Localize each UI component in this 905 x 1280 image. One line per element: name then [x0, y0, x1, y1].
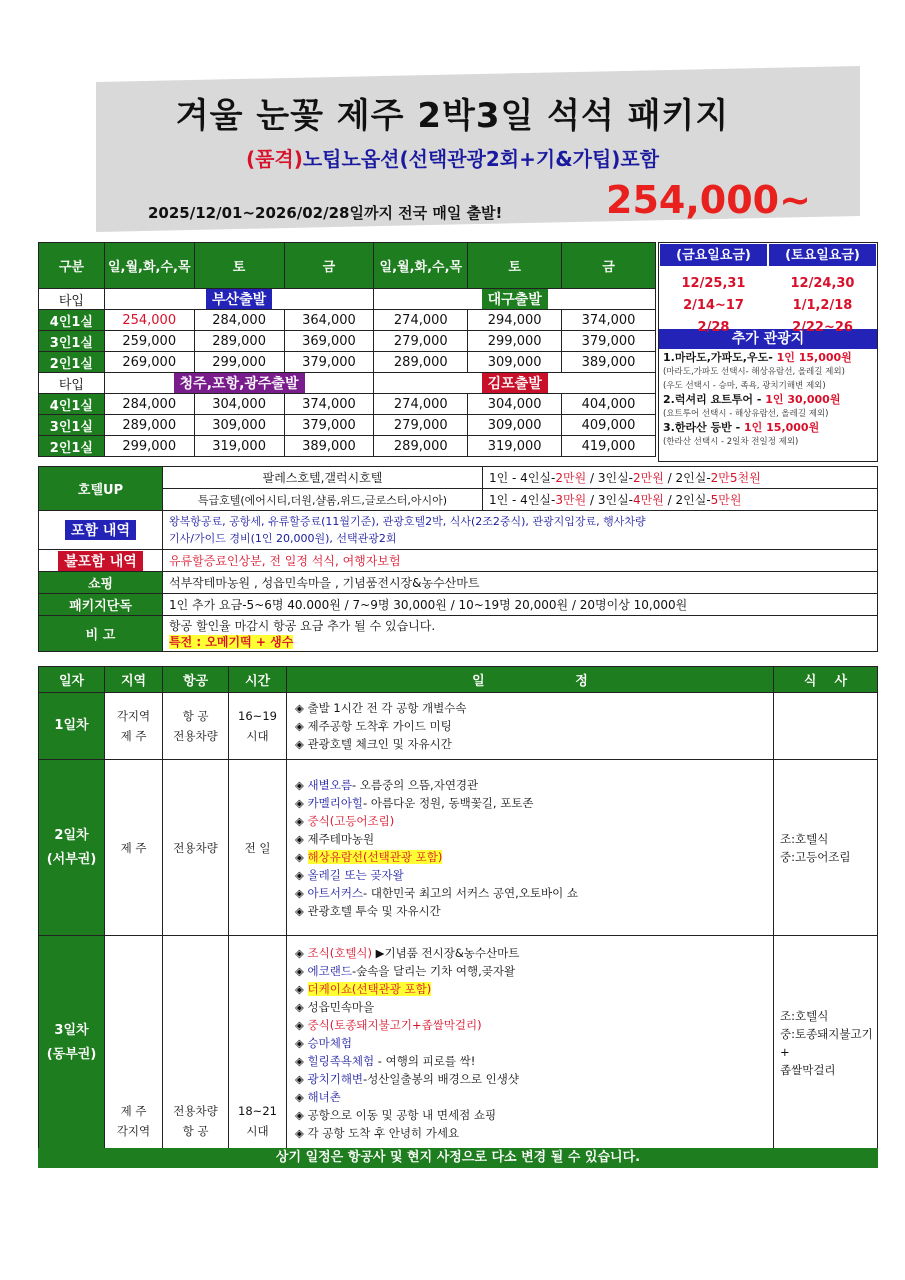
footer-text: 상기 일정은 항공사 및 현지 사정으로 다소 변경 될 수 있습니다.	[275, 1150, 641, 1165]
diamond-bullet-icon: ◈	[295, 981, 308, 996]
price-cell: 289,000	[374, 352, 468, 373]
day-area: (서부권)	[46, 851, 97, 867]
sched-header: 일 정	[287, 667, 774, 693]
schedule-table	[38, 666, 878, 1150]
hotel-option-price	[483, 489, 878, 511]
hotel-option: 특급호텔(에어시티,더원,샬롬,위드,글로스터,아시아)	[163, 489, 483, 511]
region-cell: 제 주 각지역	[105, 936, 163, 1150]
price-cell: 374,000	[562, 310, 656, 331]
diamond-bullet-icon: ◈	[295, 999, 308, 1014]
itinerary-item	[295, 1052, 765, 1070]
price-cell: 304,000	[468, 394, 562, 415]
room-type: 4인1실	[39, 310, 105, 331]
headline-price: 254,000~	[606, 178, 811, 222]
diamond-bullet-icon: ◈	[295, 813, 308, 828]
type-label: 타입	[39, 289, 105, 310]
itinerary-title: 카멜리아힐	[307, 795, 364, 810]
extra-tours-title: 추가 관광지	[659, 329, 877, 349]
sched-header: 항공	[163, 667, 229, 693]
special-dates-header	[659, 243, 877, 267]
price-row	[39, 436, 656, 457]
price-cell: 284,000	[194, 310, 284, 331]
price-cell: 364,000	[284, 310, 374, 331]
meal-cell: 조:호텔식 중:토종돼지불고기+ 좁쌀막걸리	[774, 936, 878, 1150]
price-text: 2만원	[633, 471, 664, 485]
col-header: 금	[284, 243, 374, 289]
subtitle-text: 노팁노옵션(선택관광2회+기&가팁)포함	[302, 147, 660, 171]
day-area: (동부권)	[46, 1046, 97, 1062]
room-type: 2인1실	[39, 352, 105, 373]
price-cell: 379,000	[284, 352, 374, 373]
schedule-day	[39, 936, 878, 1150]
price-cell: 299,000	[104, 436, 194, 457]
col-header: 금	[562, 243, 656, 289]
price-row	[39, 415, 656, 436]
itinerary-item	[295, 866, 765, 884]
diamond-bullet-icon: ◈	[295, 795, 308, 810]
diamond-bullet-icon: ◈	[295, 1035, 308, 1050]
sched-header: 식 사	[774, 667, 878, 693]
price-cell: 294,000	[468, 310, 562, 331]
itinerary-desc: - 오름중의 으뜸,자연경관	[351, 777, 479, 792]
include-line: 왕복항공료, 공항세, 유류할증료(11월기준), 관광호텔2박, 식사(2조2중식), 관광지입장료, 행사차량	[169, 515, 646, 528]
section-daegu: 대구출발	[482, 289, 548, 309]
day-number: 3일차	[54, 1022, 89, 1038]
price-text: / 3인실-	[586, 493, 633, 507]
section-busan: 부산출발	[206, 289, 272, 309]
col-header: 일,월,화,수,목	[374, 243, 468, 289]
diamond-bullet-icon: ◈	[295, 849, 308, 864]
extra-tours-list	[659, 349, 877, 451]
price-cell: 389,000	[284, 436, 374, 457]
day-label	[39, 936, 105, 1150]
date-item: 12/25,31	[681, 276, 746, 291]
itinerary-item	[295, 1106, 765, 1124]
day-label	[39, 760, 105, 936]
transport-cell: 전용차량	[163, 760, 229, 936]
date-item: 2/22~26	[792, 320, 853, 335]
date-item: 2/28	[697, 320, 730, 335]
price-cell: 319,000	[194, 436, 284, 457]
itinerary-item	[295, 884, 765, 902]
note-row	[39, 616, 878, 652]
exclude-label: 불포함 내역	[58, 551, 143, 571]
price-cell: 279,000	[374, 415, 468, 436]
itinerary-desc: - 대한민국 최고의 서커스 공연,오토바이 쇼	[363, 885, 578, 900]
price-cell: 404,000	[562, 394, 656, 415]
col-header: 토	[468, 243, 562, 289]
extra-tour-note: (한라산 선택시 - 2일차 전일정 제외)	[663, 437, 799, 447]
price-cell: 309,000	[468, 352, 562, 373]
itinerary-title: 제주공항 도착후 가이드 미팅	[307, 719, 452, 733]
price-text: 1인 - 4인실-	[489, 493, 556, 507]
itinerary-title: 힐링족욕체험	[307, 1053, 375, 1068]
price-row	[39, 310, 656, 331]
schedule-header	[39, 667, 878, 693]
price-cell: 299,000	[194, 352, 284, 373]
price-row	[39, 331, 656, 352]
itinerary-item	[295, 848, 765, 866]
itinerary-item	[295, 830, 765, 848]
itinerary-title: 제주테마농원	[307, 831, 375, 846]
price-cell: 289,000	[194, 331, 284, 352]
diamond-bullet-icon: ◈	[295, 719, 308, 733]
itinerary-item	[295, 794, 765, 812]
itinerary-title: 해녀촌	[307, 1089, 341, 1104]
hotel-row	[39, 467, 878, 489]
package-row	[39, 594, 878, 616]
price-cell: 379,000	[284, 415, 374, 436]
day-number: 2일차	[54, 827, 89, 843]
itinerary-title: 아트서커스	[307, 885, 364, 900]
saturday-dates	[768, 267, 877, 335]
diamond-bullet-icon: ◈	[295, 945, 308, 960]
sched-header: 일자	[39, 667, 105, 693]
itinerary-title: 관광호텔 투숙 및 자유시간	[307, 903, 441, 918]
shopping-row	[39, 572, 878, 594]
include-label: 포함 내역	[65, 520, 136, 540]
itinerary-item	[295, 998, 765, 1016]
col-header: 구분	[39, 243, 105, 289]
package-text: 1인 추가 요금-5~6명 40.000원 / 7~9명 30,000원 / 10~19명 20,000원 / 20명이상 10,000원	[163, 594, 878, 616]
include-text	[163, 511, 878, 550]
shopping-text: 석부작테마농원 , 성읍민속마을 , 기념품전시장&농수산마트	[163, 572, 878, 594]
diamond-bullet-icon: ◈	[295, 963, 308, 978]
diamond-bullet-icon: ◈	[295, 831, 308, 846]
room-type: 2인1실	[39, 436, 105, 457]
itinerary-item	[295, 1070, 765, 1088]
include-row	[39, 511, 878, 550]
price-table	[38, 242, 656, 457]
diamond-bullet-icon: ◈	[295, 701, 308, 715]
extra-tour-name: 1.마라도,가파도,우도-	[663, 351, 777, 364]
time-cell: 전 일	[229, 760, 287, 936]
price-cell: 289,000	[374, 436, 468, 457]
itinerary-item	[295, 1034, 765, 1052]
price-text: 3만원	[555, 493, 587, 507]
itinerary-item	[295, 812, 765, 830]
diamond-bullet-icon: ◈	[295, 737, 308, 751]
itinerary-item	[295, 717, 765, 735]
price-cell: 309,000	[194, 415, 284, 436]
price-cell: 409,000	[562, 415, 656, 436]
package-label: 패키지단독	[39, 594, 163, 616]
extra-tour-item	[663, 421, 873, 435]
itinerary-title: 승마체험	[307, 1035, 352, 1050]
note-line: 항공 할인율 마감시 항공 요금 추가 될 수 있습니다.	[169, 618, 436, 633]
price-text: 5만원	[710, 493, 742, 507]
price-text: 1인 - 4인실-	[489, 471, 556, 485]
itinerary-title: 더케이쇼(선택관광 포함)	[307, 981, 432, 996]
extra-tour-note: (요트투어 선택시 - 해상유람선, 올레길 제외)	[663, 409, 829, 419]
price-cell: 379,000	[562, 331, 656, 352]
extra-tour-name: 3.한라산 등반 -	[663, 421, 745, 434]
hotel-option: 팔레스호텔,갤럭시호텔	[163, 467, 483, 489]
room-type: 4인1실	[39, 394, 105, 415]
friday-dates	[659, 267, 768, 335]
saturday-rate-header: (토요일요금)	[768, 243, 877, 267]
itinerary-title: 광치기해변	[307, 1071, 364, 1086]
itinerary-cell	[287, 760, 774, 936]
day-number: 1일차	[54, 718, 89, 733]
price-text: 2만원	[555, 471, 587, 485]
itinerary-title: 출발 1시간 전 각 공항 개별수속	[307, 701, 467, 715]
itinerary-item	[295, 962, 765, 980]
note-label: 비 고	[39, 616, 163, 652]
price-cell: 259,000	[104, 331, 194, 352]
diamond-bullet-icon: ◈	[295, 1125, 308, 1140]
col-header: 토	[194, 243, 284, 289]
diamond-bullet-icon: ◈	[295, 777, 308, 792]
exclude-text: 유류할증료인상분, 전 일정 석식, 여행자보험	[163, 550, 878, 572]
price-cell: 279,000	[374, 331, 468, 352]
itinerary-item	[295, 735, 765, 753]
itinerary-title: 각 공항 도착 후 안녕히 가세요	[307, 1125, 460, 1140]
itinerary-item	[295, 1016, 765, 1034]
itinerary-desc: ▶기념품 전시장&농수산마트	[372, 945, 520, 960]
time-cell: 18~21 시대	[229, 936, 287, 1150]
price-cell: 284,000	[104, 394, 194, 415]
meal-cell: 조:호텔식 중:고등어조림	[774, 760, 878, 936]
price-cell: 274,000	[374, 310, 468, 331]
itinerary-title: 해상유람선(선택관광 포함)	[307, 849, 443, 864]
region-cell: 제 주	[105, 760, 163, 936]
price-cell: 289,000	[104, 415, 194, 436]
transport-cell: 전용차량 항 공	[163, 936, 229, 1150]
itinerary-title: 조식(호텔식)	[307, 945, 373, 960]
date-item: 1/1,2/18	[792, 298, 853, 313]
itinerary-item	[295, 1124, 765, 1142]
extra-tour-name: 2.럭셔리 요트투어 -	[663, 393, 766, 406]
extra-tour-price: 1인 15,000원	[744, 421, 820, 434]
itinerary-item	[295, 980, 765, 998]
price-text: / 2인실-	[663, 471, 711, 485]
price-cell: 309,000	[468, 415, 562, 436]
section-cheongju: 청주,포항,광주출발	[174, 373, 305, 393]
price-cell: 369,000	[284, 331, 374, 352]
date-item: 2/14~17	[683, 298, 744, 313]
itinerary-desc: -숲속을 달리는 기차 여행,곶자왈	[351, 963, 516, 978]
itinerary-item	[295, 776, 765, 794]
diamond-bullet-icon: ◈	[295, 903, 308, 918]
footer-notice	[38, 1148, 878, 1168]
note-text	[163, 616, 878, 652]
type-label: 타입	[39, 373, 105, 394]
itinerary-title: 성읍민속마을	[307, 999, 375, 1014]
diamond-bullet-icon: ◈	[295, 1107, 308, 1122]
hotel-row	[39, 489, 878, 511]
page-title: 겨울 눈꽃 제주 2박3일 석석 패키지	[175, 96, 730, 136]
diamond-bullet-icon: ◈	[295, 1071, 308, 1086]
price-cell: 389,000	[562, 352, 656, 373]
departure-dates: 2025/12/01~2026/02/28일까지 전국 매일 출발!	[148, 204, 503, 222]
itinerary-title: 중식(고등어조림)	[307, 813, 395, 828]
col-header: 일,월,화,수,목	[104, 243, 194, 289]
day-label	[39, 693, 105, 760]
price-text: / 3인실-	[586, 471, 633, 485]
exclude-row	[39, 550, 878, 572]
itinerary-item	[295, 699, 765, 717]
include-line: 기사/가이드 경비(1인 20,000원), 선택관광2회	[169, 532, 397, 545]
price-cell: 274,000	[374, 394, 468, 415]
sched-header: 시간	[229, 667, 287, 693]
room-type: 3인1실	[39, 331, 105, 352]
extra-tour-price: 1인 30,000원	[765, 393, 841, 406]
header-banner	[0, 84, 905, 234]
transport-cell: 항 공 전용차량	[163, 693, 229, 760]
price-cell: 254,000	[104, 310, 194, 331]
itinerary-item	[295, 1088, 765, 1106]
itinerary-desc: - 아름다운 정원, 동백꽃길, 포토존	[363, 795, 534, 810]
itinerary-item	[295, 902, 765, 920]
hotel-up-label: 호텔UP	[39, 467, 163, 511]
friday-rate-header: (금요일요금)	[659, 243, 768, 267]
section-gimpo: 김포출발	[482, 373, 548, 393]
extra-tour-item	[663, 393, 873, 407]
price-cell: 374,000	[284, 394, 374, 415]
page-subtitle	[0, 143, 905, 172]
price-text: / 2인실-	[663, 493, 711, 507]
price-row	[39, 394, 656, 415]
diamond-bullet-icon: ◈	[295, 867, 308, 882]
price-text: 2만5천원	[710, 471, 761, 485]
extra-tour-note: (우도 선택시 - 승마, 족욕, 광치기해변 제외)	[663, 381, 826, 391]
schedule-day	[39, 760, 878, 936]
diamond-bullet-icon: ◈	[295, 1053, 308, 1068]
room-type: 3인1실	[39, 415, 105, 436]
itinerary-title: 관광호텔 체크인 및 자유시간	[307, 737, 452, 751]
meal-cell	[774, 693, 878, 760]
price-text: 4만원	[633, 493, 664, 507]
shopping-label: 쇼핑	[39, 572, 163, 594]
diamond-bullet-icon: ◈	[295, 1017, 308, 1032]
special-perk: 특전 : 오메기떡 + 생수	[169, 634, 294, 649]
section-title-row	[39, 373, 656, 394]
itinerary-desc: - 여행의 피로를 싹!	[374, 1053, 476, 1068]
price-cell: 269,000	[104, 352, 194, 373]
extra-tour-note: (마라도,가파도 선택시- 해상유람선, 올레길 제외)	[663, 367, 845, 377]
itinerary-title: 올레길 또는 곶자왈	[307, 867, 404, 882]
extra-tour-price: 1인 15,000원	[776, 351, 852, 364]
itinerary-cell	[287, 693, 774, 760]
price-cell: 299,000	[468, 331, 562, 352]
extra-tour-item	[663, 351, 873, 365]
date-item: 12/24,30	[790, 276, 855, 291]
subtitle-grade: (품격)	[245, 147, 303, 171]
diamond-bullet-icon: ◈	[295, 1089, 308, 1104]
special-dates	[659, 267, 877, 335]
itinerary-desc: -성산일출봉의 배경으로 인생샷	[363, 1071, 519, 1086]
region-cell: 각지역 제 주	[105, 693, 163, 760]
price-cell: 319,000	[468, 436, 562, 457]
price-row	[39, 352, 656, 373]
price-cell: 304,000	[194, 394, 284, 415]
itinerary-cell	[287, 936, 774, 1150]
schedule-day	[39, 693, 878, 760]
section-title-row	[39, 289, 656, 310]
itinerary-item	[295, 944, 765, 962]
time-cell: 16~19 시대	[229, 693, 287, 760]
sched-header: 지역	[105, 667, 163, 693]
itinerary-title: 공항으로 이동 및 공항 내 면세점 쇼핑	[307, 1107, 497, 1122]
hotel-option-price	[483, 467, 878, 489]
info-table	[38, 466, 878, 652]
price-cell: 419,000	[562, 436, 656, 457]
price-table-header	[39, 243, 656, 289]
itinerary-title: 중식(토종돼지불고기+좁쌀막걸리)	[307, 1017, 482, 1032]
special-dates-panel	[658, 242, 878, 462]
diamond-bullet-icon: ◈	[295, 885, 308, 900]
itinerary-title: 에코랜드	[307, 963, 352, 978]
itinerary-title: 새별오름	[307, 777, 352, 792]
